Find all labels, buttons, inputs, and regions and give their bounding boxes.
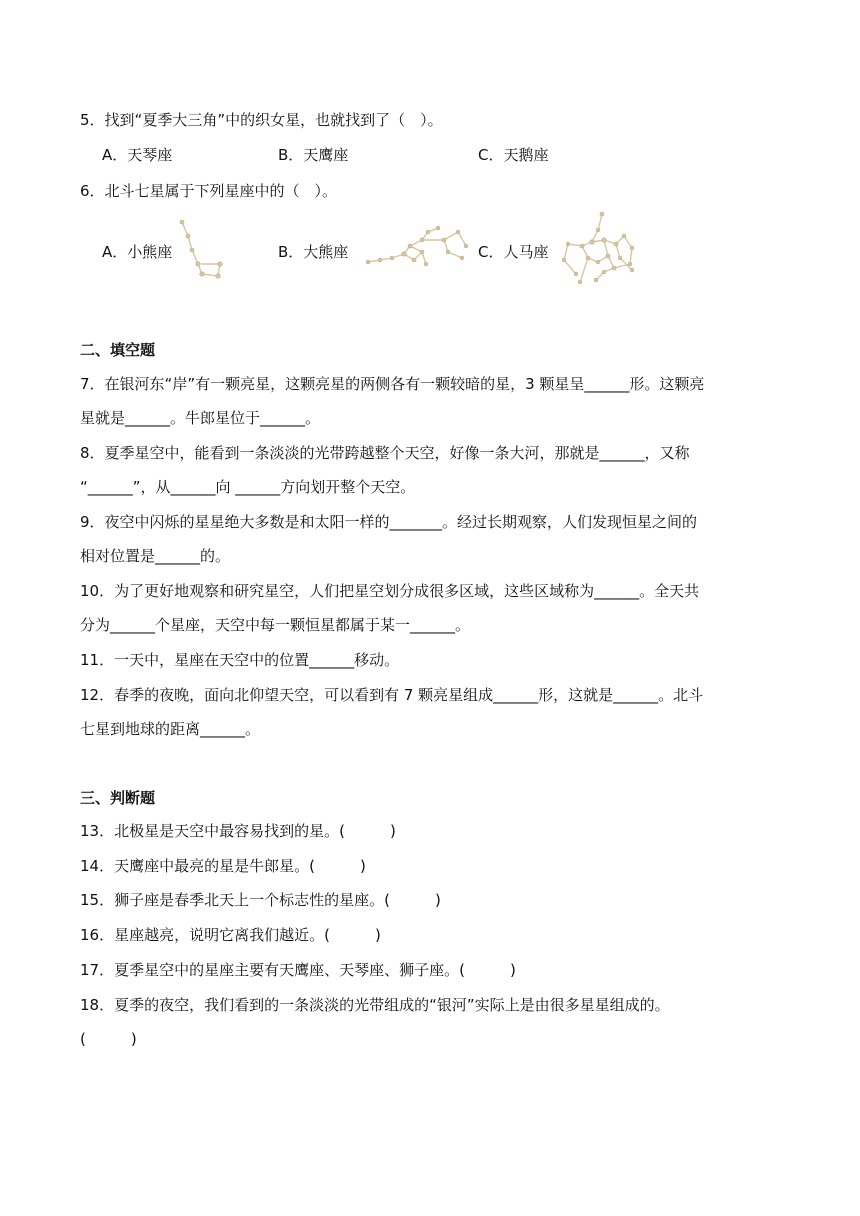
q5-stem: 5．找到“夏季大三角”中的织女星，也就找到了（ ）。 <box>80 111 443 129</box>
q10-line-1: 10．为了更好地观察和研究星空，人们把星空划分成很多区域，这些区域称为______。全天共 <box>80 582 700 600</box>
q6-option-a[interactable]: A．小熊座 <box>102 243 173 261</box>
q12-line-2: 七星到地球的距离______。 <box>80 720 261 738</box>
q9-line-1: 9．夜空中闪烁的星星绝大多数是和太阳一样的_______。经过长期观察，人们发现恒星之间的 <box>80 513 698 531</box>
q6-option-b[interactable]: B．大熊座 <box>278 243 349 261</box>
q13-statement: 13．北极星是天空中最容易找到的星。( ) <box>80 822 396 840</box>
q16-statement: 16．星座越亮，说明它离我们越近。( ) <box>80 926 381 944</box>
q7-line-2: 星就是______。牛郎星位于______。 <box>80 409 321 427</box>
q5-option-a[interactable]: A．天琴座 <box>102 146 173 164</box>
q9-line-2: 相对位置是______的。 <box>80 547 231 565</box>
section-fill-in-title: 二、填空题 <box>80 341 156 359</box>
q14-statement: 14．天鹰座中最亮的星是牛郎星。( ) <box>80 857 366 875</box>
q11-line-1: 11．一天中，星座在天空中的位置______移动。 <box>80 651 400 669</box>
q12-line-1: 12．春季的夜晚，面向北仰望天空，可以看到有 7 颗亮星组成______形，这就是______。北斗 <box>80 686 704 704</box>
q18-answer-bracket: ( ) <box>80 1030 137 1048</box>
big-dipper-icon <box>366 224 472 270</box>
q10-line-2: 分为______个星座，天空中每一颗恒星都属于某一______。 <box>80 616 471 634</box>
q18-line-1: 18．夏季的夜空，我们看到的一条淡淡的光带组成的“银河”实际上是由很多星星组成的。 <box>80 996 670 1014</box>
q6-stem: 6．北斗七星属于下列星座中的（ ）。 <box>80 182 338 200</box>
little-dipper-icon <box>178 218 228 286</box>
q8-line-2: “______”，从______向 ______方向划开整个天空。 <box>80 478 416 496</box>
q5-option-b[interactable]: B．天鹰座 <box>278 146 349 164</box>
q15-statement: 15．狮子座是春季北天上一个标志性的星座。( ) <box>80 891 441 909</box>
section-judgement-title: 三、判断题 <box>80 789 156 807</box>
sagittarius-icon <box>562 210 638 288</box>
q8-line-1: 8．夏季星空中，能看到一条淡淡的光带跨越整个天空，好像一条大河，那就是______，又称 <box>80 444 690 462</box>
q17-statement: 17．夏季星空中的星座主要有天鹰座、天琴座、狮子座。( ) <box>80 961 516 979</box>
q6-option-c[interactable]: C．人马座 <box>478 243 549 261</box>
q5-option-c[interactable]: C．天鹅座 <box>478 146 549 164</box>
q7-line-1: 7．在银河东“岸”有一颗亮星，这颗亮星的两侧各有一颗较暗的星，3 颗星呈______形。这颗亮 <box>80 375 705 393</box>
